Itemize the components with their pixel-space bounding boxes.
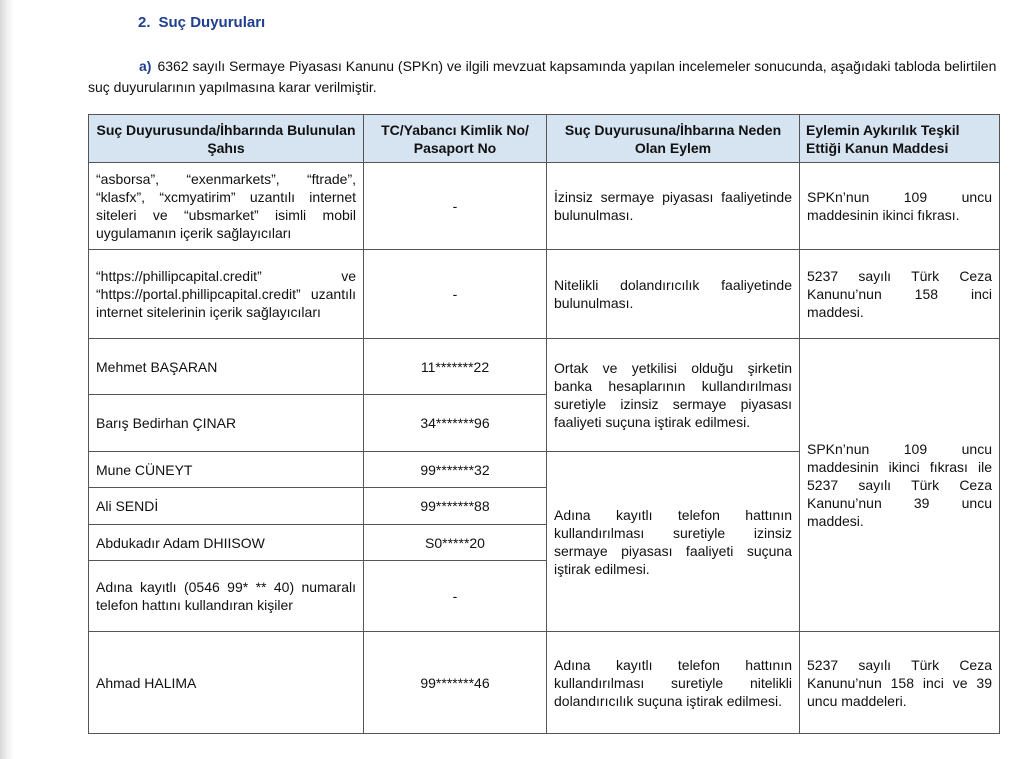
- person-cell: “https://phillipcapital.credit” ve “https://portal.phillipcapital.credit” uzantılı internet sitelerinin içerik sağlayıcıları: [89, 250, 364, 339]
- id-cell: 99*******46: [364, 632, 547, 734]
- person-cell: Ahmad HALIMA: [89, 632, 364, 734]
- action-cell: Nitelikli dolandırıcılık faaliyetinde bulunulması.: [547, 250, 800, 339]
- person-cell: “asborsa”, “exenmarkets”, “ftrade”, “klasfx”, “xcmyatirim” uzantılı internet siteleri ve “ubsmarket” isimli mobil uygulamanın içerik sağlayıcıları: [89, 163, 364, 250]
- person-cell: Ali SENDİ: [89, 488, 364, 525]
- person-cell: Abdukadır Adam DHIISOW: [89, 525, 364, 561]
- intro-text: 6362 sayılı Sermaye Piyasası Kanunu (SPKn) ve ilgili mevzuat kapsamında yapılan incelemeler sonucunda, aşağıdaki tabloda belirtilen suç duyurularının yapılmasına karar verilmiştir.: [88, 58, 997, 95]
- header-action: Suç Duyurusuna/İhbarına Neden Olan Eylem: [547, 115, 800, 163]
- person-cell: Barış Bedirhan ÇINAR: [89, 395, 364, 452]
- table-row: [89, 250, 1000, 339]
- table-row: [89, 163, 1000, 250]
- id-cell: -: [364, 163, 547, 250]
- action-cell: Adına kayıtlı telefon hattının kullandırılması suretiyle izinsiz sermaye piyasası faaliyeti suçuna iştirak edilmesi.: [547, 452, 800, 632]
- law-cell: SPKn’nun 109 uncu maddesinin ikinci fıkrası ile 5237 sayılı Türk Ceza Kanunu’nun 39 uncu maddesi.: [800, 339, 1000, 632]
- action-cell: Adına kayıtlı telefon hattının kullandırılması suretiyle nitelikli dolandırıcılık suçuna iştirak edilmesi.: [547, 632, 800, 734]
- law-cell: 5237 sayılı Türk Ceza Kanunu’nun 158 inci maddesi.: [800, 250, 1000, 339]
- page-edge-shadow: [0, 0, 14, 759]
- header-id: TC/Yabancı Kimlik No/ Pasaport No: [364, 115, 547, 163]
- section-title: Suç Duyuruları: [158, 14, 266, 31]
- person-cell: Mehmet BAŞARAN: [89, 339, 364, 395]
- person-cell: Mune CÜNEYT: [89, 452, 364, 488]
- action-cell: Ortak ve yetkilisi olduğu şirketin banka hesaplarının kullandırılması suretiyle izinsiz sermaye piyasası faaliyeti suçuna iştirak edilmesi.: [547, 339, 800, 452]
- table-row: [89, 339, 1000, 395]
- intro-letter: a): [139, 58, 152, 74]
- law-cell: SPKn’nun 109 uncu maddesinin ikinci fıkrası.: [800, 163, 1000, 250]
- header-law: Eylemin Aykırılık Teşkil Ettiği Kanun Maddesi: [800, 115, 1000, 163]
- table-header-row: [89, 115, 1000, 163]
- id-cell: -: [364, 561, 547, 632]
- section-heading: [138, 14, 265, 31]
- id-cell: 11*******22: [364, 339, 547, 395]
- id-cell: 99*******88: [364, 488, 547, 525]
- law-cell: 5237 sayılı Türk Ceza Kanunu’nun 158 inci ve 39 uncu maddeleri.: [800, 632, 1000, 734]
- person-cell: Adına kayıtlı (0546 99* ** 40) numaralı telefon hattını kullandıran kişiler: [89, 561, 364, 632]
- id-cell: 34*******96: [364, 395, 547, 452]
- id-cell: -: [364, 250, 547, 339]
- section-number: 2.: [138, 14, 151, 31]
- intro-paragraph: [88, 56, 1000, 98]
- id-cell: S0*****20: [364, 525, 547, 561]
- action-cell: İzinsiz sermaye piyasası faaliyetinde bulunulması.: [547, 163, 800, 250]
- header-person: Suç Duyurusunda/İhbarında Bulunulan Şahıs: [89, 115, 364, 163]
- table-row: [89, 632, 1000, 734]
- id-cell: 99*******32: [364, 452, 547, 488]
- criminal-complaints-table: [88, 114, 1000, 734]
